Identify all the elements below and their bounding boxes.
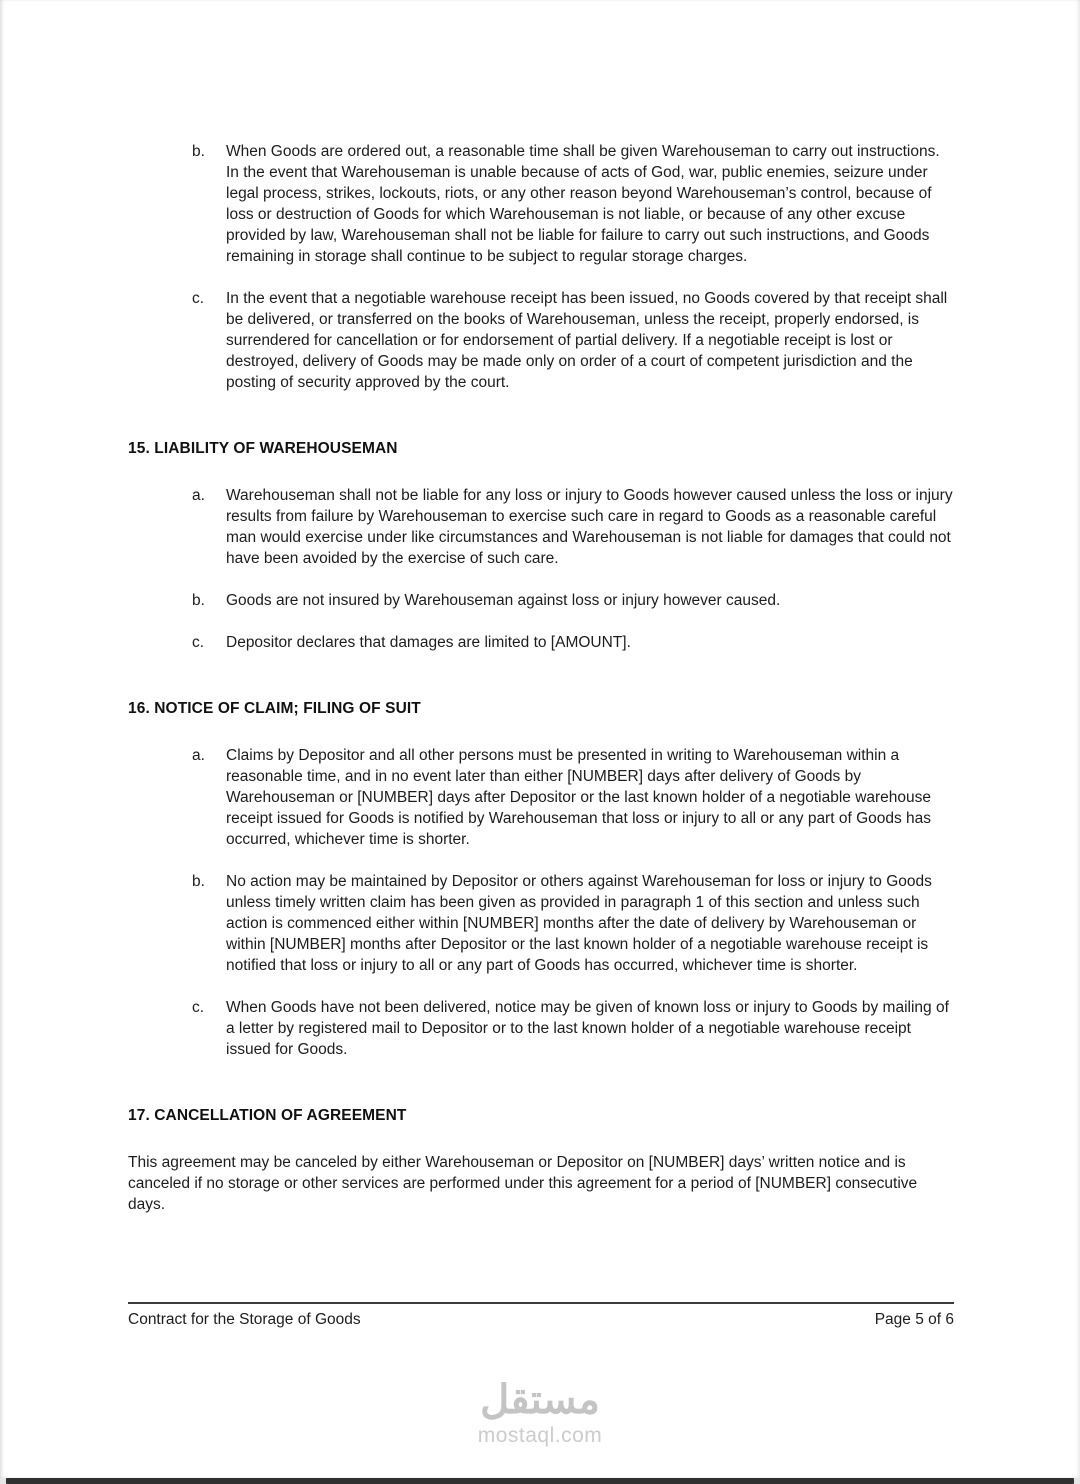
list-item-letter: b.	[192, 592, 205, 609]
list-item	[192, 485, 954, 569]
contract-body	[128, 141, 954, 1215]
mostaql-watermark	[0, 1378, 1080, 1448]
list-item-text: Warehouseman shall not be liable for any loss or injury to Goods however caused unless the loss or injury results from failure by Warehouseman to exercise such care in regard to Goods as a reasonable careful man would exercise under like circumstances and Warehouseman is not liable for damages that could not have been avoided by the exercise of such care.	[226, 487, 953, 567]
list-item	[192, 288, 954, 393]
mostaql-site-url: mostaql.com	[477, 1424, 603, 1447]
list-item	[192, 745, 954, 850]
list-item	[192, 632, 954, 653]
list-item-text: No action may be maintained by Depositor or others against Warehouseman for loss or injury to Goods unless timely written claim has been given as provided in paragraph 1 of this section and unless such action is commenced either within [NUMBER] months after the date of delivery by Warehouseman or within [NUMBER] months after Depositor or the last known holder of a negotiable warehouse receipt is notified that loss or injury to all or any part of Goods has occurred, whichever time is shorter.	[226, 873, 932, 974]
footer-page-number: Page 5 of 6	[874, 1311, 954, 1328]
list-item-text: Depositor declares that damages are limited to [AMOUNT].	[226, 634, 631, 651]
list-item-letter: b.	[192, 873, 205, 890]
footer-divider	[128, 1302, 954, 1304]
section-heading-cancellation: 17. CANCELLATION OF AGREEMENT	[128, 1107, 407, 1124]
list-item-text: In the event that a negotiable warehouse receipt has been issued, no Goods covered by that receipt shall be delivered, or transferred on the books of Warehouseman, unless the receipt, properly endorsed, is surrendered for cancellation or for endorsement of partial delivery. If a negotiable receipt is lost or destroyed, delivery of Goods may be made only on order of a court of competent jurisdiction and the posting of security approved by the court.	[226, 290, 948, 391]
footer-document-title: Contract for the Storage of Goods	[128, 1311, 361, 1328]
list-item-letter: a.	[192, 747, 205, 764]
scan-edge-artifact	[6, 1478, 1074, 1484]
list-item-letter: c.	[192, 634, 205, 651]
list-item	[192, 141, 954, 267]
mostaql-logo: مستقل	[480, 1378, 600, 1422]
list-item-letter: b.	[192, 143, 205, 160]
cancellation-paragraph: This agreement may be canceled by either Warehouseman or Depositor on [NUMBER] days’ written notice and is canceled if no storage or other services are performed under this agreement for a period of [NUMBER] consecutive days.	[128, 1154, 918, 1213]
section-heading-notice-of-claim: 16. NOTICE OF CLAIM; FILING OF SUIT	[128, 700, 421, 717]
list-item-text: Goods are not insured by Warehouseman against loss or injury however caused.	[226, 592, 781, 609]
list-item-text: Claims by Depositor and all other persons must be presented in writing to Warehouseman within a reasonable time, and in no event later than either [NUMBER] days after delivery of Goods by Warehouseman or [NUMBER] days after Depositor or the last known holder of a negotiable warehouse receipt issued for Goods is notified by Warehouseman that loss or injury to all or any part of Goods has occurred, whichever time is shorter.	[226, 747, 932, 848]
section-heading-liability: 15. LIABILITY OF WAREHOUSEMAN	[128, 440, 398, 457]
list-item	[192, 871, 954, 976]
list-item-letter: c.	[192, 290, 205, 307]
list-item-text: When Goods have not been delivered, notice may be given of known loss or injury to Goods by mailing of a letter by registered mail to Depositor or to the last known holder of a negotiable warehouse receipt issued for Goods.	[226, 999, 949, 1058]
list-item-letter: c.	[192, 999, 205, 1016]
list-item	[192, 590, 954, 611]
page-footer	[128, 1311, 954, 1329]
list-item-text: When Goods are ordered out, a reasonable time shall be given Warehouseman to carry out instructions. In the event that Warehouseman is unable because of acts of God, war, public enemies, seizure under legal process, strikes, lockouts, riots, or any other reason beyond Warehouseman’s control, because of loss or destruction of Goods for which Warehouseman is not liable, or because of any other excuse provided by law, Warehouseman shall not be liable for failure to carry out such instructions, and Goods remaining in storage shall continue to be subject to regular storage charges.	[226, 143, 940, 265]
list-item-letter: a.	[192, 487, 205, 504]
list-item	[192, 997, 954, 1060]
